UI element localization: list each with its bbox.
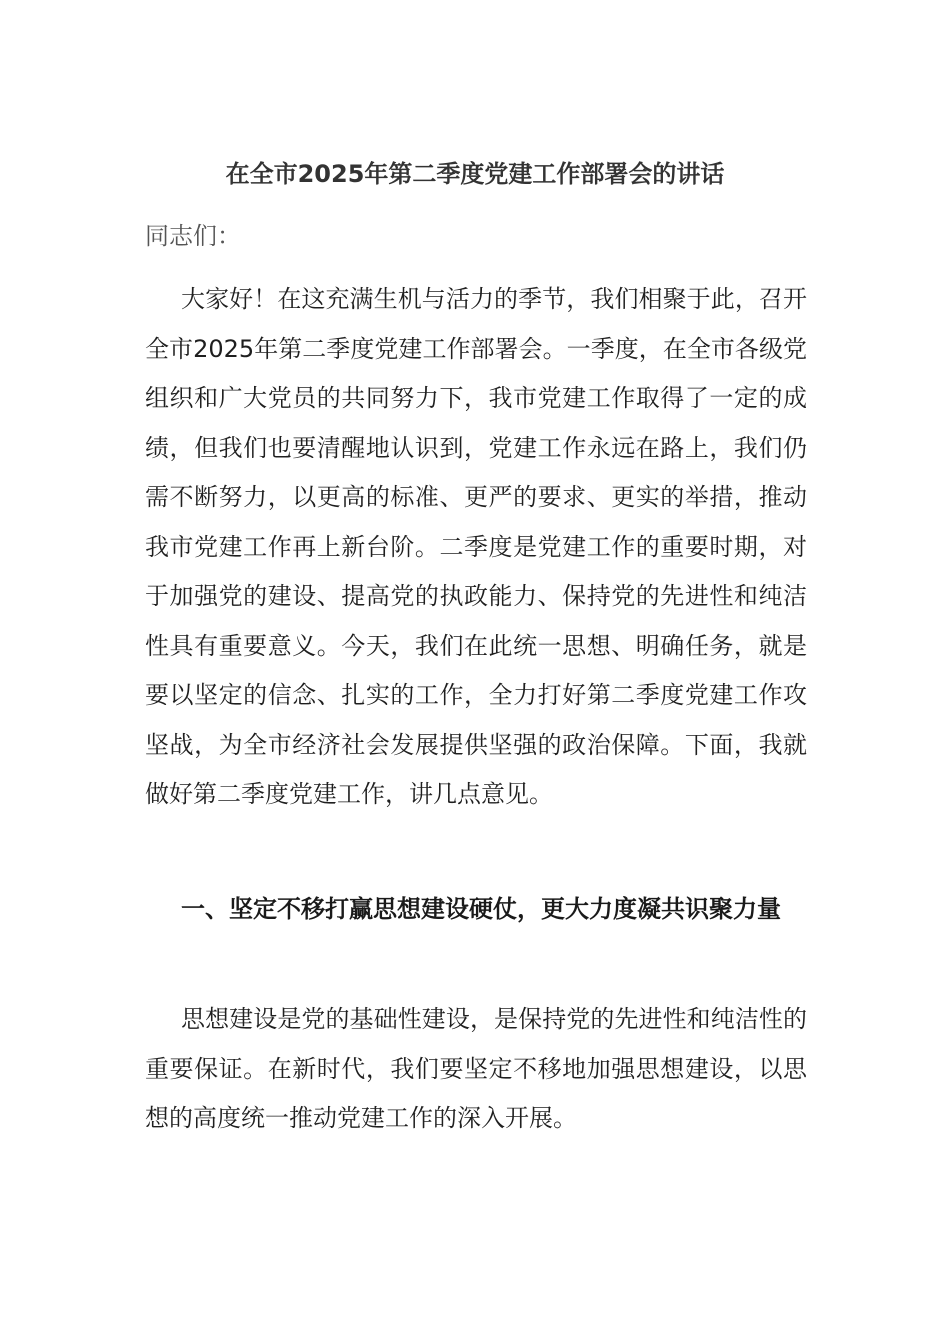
document-title: 在全市2025年第二季度党建工作部署会的讲话: [225, 160, 725, 188]
salutation: 同志们：: [145, 222, 241, 250]
paragraph-opening: 大家好！在这充满生机与活力的季节，我们相聚于此，召开全市2025年第二季度党建工作部署会。一季度，在全市各级党组织和广大党员的共同努力下，我市党建工作取得了一定的成绩，但我们也要清醒地认识到，党建工作永远在路上，我们仍需不断努力，以更高的标准、更严的要求、更实的举措，推动我市党建工作再上新台阶。二季度是党建工作的重要时期，对于加强党的建设、提高党的执政能力、保持党的先进性和纯洁性具有重要意义。今天，我们在此统一思想、明确任务，就是要以坚定的信念、扎实的工作，全力打好第二季度党建工作攻坚战，为全市经济社会发展提供坚强的政治保障。下面，我就做好第二季度党建工作，讲几点意见。: [145, 285, 807, 808]
section-heading-1: 一、坚定不移打赢思想建设硬仗，更大力度凝共识聚力量: [181, 895, 781, 923]
paragraph-section-1: 思想建设是党的基础性建设，是保持党的先进性和纯洁性的重要保证。在新时代，我们要坚定不移地加强思想建设，以思想的高度统一推动党建工作的深入开展。: [145, 1005, 807, 1132]
